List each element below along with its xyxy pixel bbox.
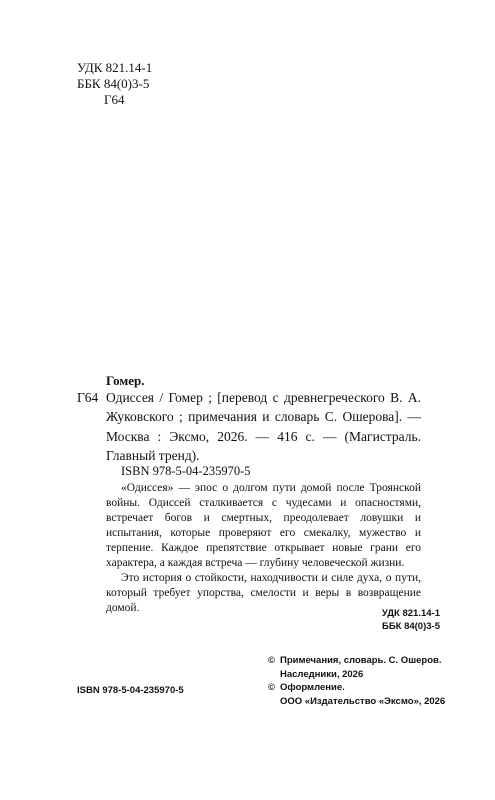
bibliographic-description: Одиссея / Гомер ; [перевод с древнегреческого В. А. Жуковского ; примечания и словарь С. Ошерова]. — Москва : Эксмо, 2026. — 416 с. — (Магистраль. Главный тренд).: [106, 390, 421, 463]
classification-codes-top: [77, 60, 152, 108]
bbk-code-bottom: ББК 84(0)3-5: [381, 621, 440, 632]
copyright-continuation: ООО «Издательство «Эксмо», 2026: [280, 695, 446, 707]
copyright-line: [268, 654, 453, 668]
record-author-mark: Г64: [77, 390, 99, 405]
udk-code: УДК 821.14-1: [77, 60, 153, 75]
isbn-bottom: ISBN 978-5-04-235970-5: [77, 685, 184, 696]
copyright-symbol: ©: [268, 655, 275, 666]
annotation-paragraph: «Одиссея» — эпос о долгом пути домой после Троянской войны. Одиссей сталкивается с чудесами и опасностями, встречает богов и смертных, преодолевает ловушки и испытания, которые проверяют его смекалку, мужество и терпение. Каждое препятствие открывает новые грани его характера, а каждая встреча — глубину человеческой жизни.: [106, 482, 421, 569]
annotation-paragraph: Это история о стойкости, находчивости и силе духа, о пути, который требует упорства, смелости и веры в возвращение домой.: [106, 572, 421, 614]
udk-code-bottom: УДК 821.14-1: [381, 608, 440, 619]
copyright-text: Примечания, словарь. С. Ошеров.: [280, 655, 442, 666]
classification-codes-bottom: [0, 607, 440, 633]
copyright-text: Оформление.: [280, 682, 345, 693]
bbk-code: ББК 84(0)3-5: [77, 76, 150, 91]
copyright-block: [268, 654, 453, 708]
copyright-continuation: Наследники, 2026: [280, 668, 364, 680]
author-mark: Г64: [104, 92, 125, 107]
copyright-symbol: ©: [268, 682, 275, 693]
author-heading: Гомер.: [106, 373, 145, 388]
copyright-line: [268, 681, 453, 695]
isbn-record: ISBN 978-5-04-235970-5: [121, 464, 251, 478]
annotation: [106, 481, 421, 616]
